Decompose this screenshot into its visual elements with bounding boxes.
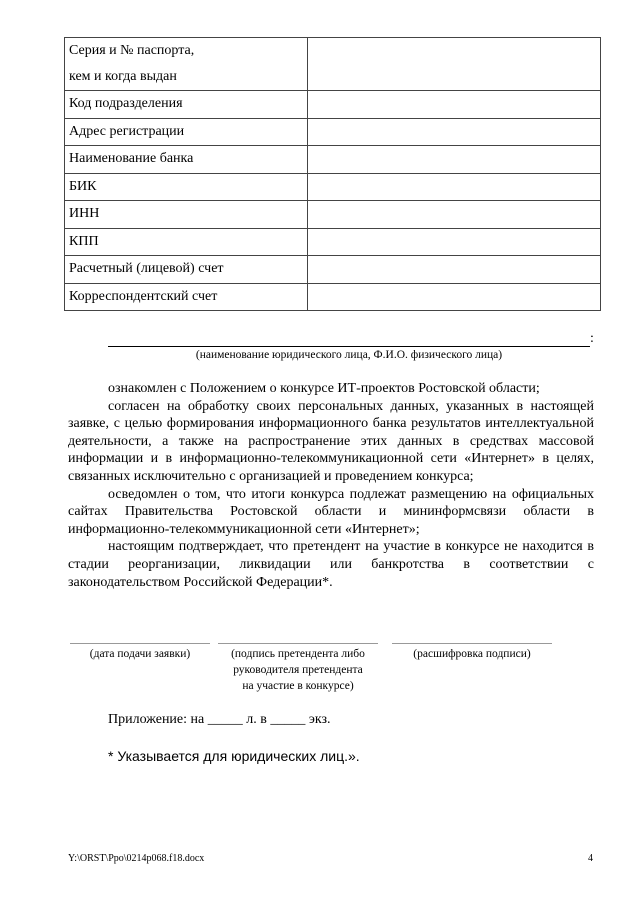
row-value-passport[interactable] xyxy=(308,38,601,91)
date-caption: (дата подачи заявки) xyxy=(89,648,191,660)
row-label-settlement-account: Расчетный (лицевой) счет xyxy=(65,256,308,284)
declaration-paragraph: ознакомлен с Положением о конкурсе ИТ-проектов Ростовской области; xyxy=(108,381,540,396)
table-row xyxy=(65,256,601,284)
table-row xyxy=(65,228,601,256)
page-number: 4 xyxy=(588,853,593,864)
signature-caption xyxy=(218,646,378,694)
row-value-kpp[interactable] xyxy=(308,228,601,256)
applicant-name-line[interactable] xyxy=(108,346,590,347)
declaration-paragraph: настоящим подтверждает, что претендент на участие в конкурсе не находится в стадии реорганизации, ликвидации или банкротства в соответствии с законодательством Российской Федерации*. xyxy=(68,539,594,590)
row-label-line: Серия и № паспорта, xyxy=(69,43,195,58)
row-value-correspondent-account[interactable] xyxy=(308,283,601,311)
row-label-inn: ИНН xyxy=(65,201,308,229)
decode-signature-line[interactable] xyxy=(392,643,552,644)
table-row xyxy=(65,91,601,119)
row-value-division-code[interactable] xyxy=(308,91,601,119)
row-label-passport xyxy=(65,38,308,91)
table-row xyxy=(65,38,601,91)
table-row xyxy=(65,201,601,229)
applicant-name-colon: : xyxy=(590,331,594,346)
row-label-line: кем и когда выдан xyxy=(69,69,177,84)
declaration-body xyxy=(68,380,594,591)
row-value-bank-name[interactable] xyxy=(308,146,601,174)
table-row xyxy=(65,283,601,311)
row-label-correspondent-account: Корреспондентский счет xyxy=(65,283,308,311)
applicant-name-caption: (наименование юридического лица, Ф.И.О. физического лица) xyxy=(195,349,503,361)
declaration-paragraph: согласен на обработку своих персональных данных, указанных в настоящей заявке, с целью формирования информационного банка результатов интеллектуальной деятельности, а также на распространение этих данных в средствах массовой информации и в информационно-телекоммуникационной сети «Интернет» в целях, связанных исключительно с организацией и проведением конкурса; xyxy=(68,398,594,484)
row-value-registration-address[interactable] xyxy=(308,118,601,146)
table-row xyxy=(65,118,601,146)
row-label-division-code: Код подразделения xyxy=(65,91,308,119)
row-label-registration-address: Адрес регистрации xyxy=(65,118,308,146)
signature-caption-line: на участие в конкурсе) xyxy=(242,680,354,692)
table-row xyxy=(65,173,601,201)
footnote: * Указывается для юридических лиц.». xyxy=(108,748,360,764)
requisites-table xyxy=(64,37,601,311)
row-label-bik: БИК xyxy=(65,173,308,201)
signature-caption-line: (подпись претендента либо xyxy=(231,648,365,660)
attachment-line: Приложение: на _____ л. в _____ экз. xyxy=(108,712,331,727)
row-label-bank-name: Наименование банка xyxy=(65,146,308,174)
signature-line[interactable] xyxy=(218,643,378,644)
signature-caption-line: руководителя претендента xyxy=(233,664,363,676)
declaration-paragraph: осведомлен о том, что итоги конкурса подлежат размещению на официальных сайтах Правительства Ростовской области и мининформсвязи области в информационно-телекоммуникационной сети «Интернет»; xyxy=(68,486,594,537)
row-label-kpp: КПП xyxy=(65,228,308,256)
footer-file-path: Y:\ORST\Ppo\0214p068.f18.docx xyxy=(68,853,205,864)
row-value-inn[interactable] xyxy=(308,201,601,229)
decode-caption: (расшифровка подписи) xyxy=(413,648,531,660)
row-value-settlement-account[interactable] xyxy=(308,256,601,284)
date-signature-line[interactable] xyxy=(70,643,210,644)
row-value-bik[interactable] xyxy=(308,173,601,201)
table-row xyxy=(65,146,601,174)
